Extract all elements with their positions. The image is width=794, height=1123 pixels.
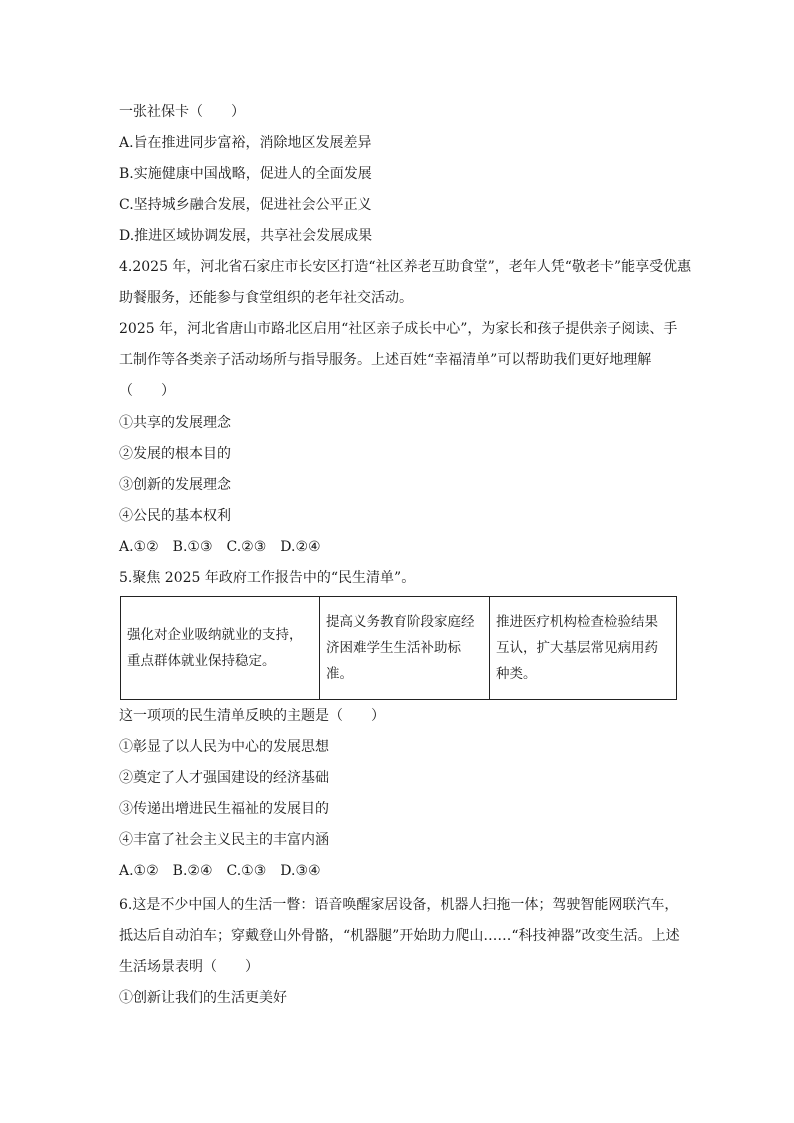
option-a: A.旨在推进同步富裕，消除地区发展差异 — [119, 135, 372, 151]
statement-1: ①共享的发展理念 — [119, 415, 231, 431]
question-6-line-2: 抵达后自动泊车；穿戴登山外骨骼，“机器腿”开始助力爬山……“科技神器”改变生活。上述 — [119, 928, 680, 944]
question-4-line-2: 助餐服务，还能参与食堂组织的老年社交活动。 — [119, 290, 413, 306]
table-cell-education: 提高义务教育阶段家庭经 济困难学生生活补助标准。 — [320, 597, 490, 700]
statement-2: ②发展的根本目的 — [119, 446, 231, 462]
statement-1: ①彰显了以人民为中心的发展思想 — [119, 739, 329, 755]
statement-3: ③创新的发展理念 — [119, 477, 231, 493]
question-6-line-3: 生活场景表明（ ） — [119, 959, 259, 975]
table-cell-medical: 推进医疗机构检查检验结果 互认，扩大基层常见病用药 种类。 — [490, 597, 677, 700]
option-d: D.推进区域协调发展，共享社会发展成果 — [119, 228, 373, 244]
livelihood-list-table — [120, 596, 677, 700]
option-c: C.坚持城乡融合发展，促进社会公平正义 — [119, 197, 372, 213]
question-5-options: A.①② B.②④ C.①③ D.③④ — [119, 863, 321, 879]
question-6-line-1: 6.这是不少中国人的生活一瞥：语音唤醒家居设备，机器人扫拖一体；驾驶智能网联汽车， — [119, 897, 679, 913]
statement-1: ①创新让我们的生活更美好 — [119, 990, 287, 1006]
table-cell-employment: 强化对企业吸纳就业的支持， 重点群体就业保持稳定。 — [121, 597, 320, 700]
statement-3: ③传递出增进民生福祉的发展目的 — [119, 801, 329, 817]
question-4-line-4: 工制作等各类亲子活动场所与指导服务。上述百姓“幸福清单”可以帮助我们更好地理解 — [119, 352, 652, 368]
question-4-options: A.①② B.①③ C.②③ D.②④ — [119, 539, 321, 555]
question-4-answer-bracket: （ ） — [119, 383, 175, 399]
question-5-question: 这一项项的民生清单反映的主题是（ ） — [119, 708, 385, 724]
question-4-line-1: 4.2025 年，河北省石家庄市长安区打造“社区养老互助食堂”，老年人凭“敬老卡”能享受优惠 — [119, 259, 692, 275]
statement-4: ④公民的基本权利 — [119, 508, 231, 524]
question-5-stem: 5.聚焦 2025 年政府工作报告中的“民生清单”。 — [119, 570, 416, 586]
question-4-line-3: 2025 年，河北省唐山市路北区启用“社区亲子成长中心”，为家长和孩子提供亲子阅读、手 — [119, 321, 678, 337]
question-stem-fragment: 一张社保卡（ ） — [119, 104, 245, 120]
option-b: B.实施健康中国战略，促进人的全面发展 — [119, 166, 372, 182]
statement-2: ②奠定了人才强国建设的经济基础 — [119, 770, 329, 786]
statement-4: ④丰富了社会主义民主的丰富内涵 — [119, 832, 329, 848]
